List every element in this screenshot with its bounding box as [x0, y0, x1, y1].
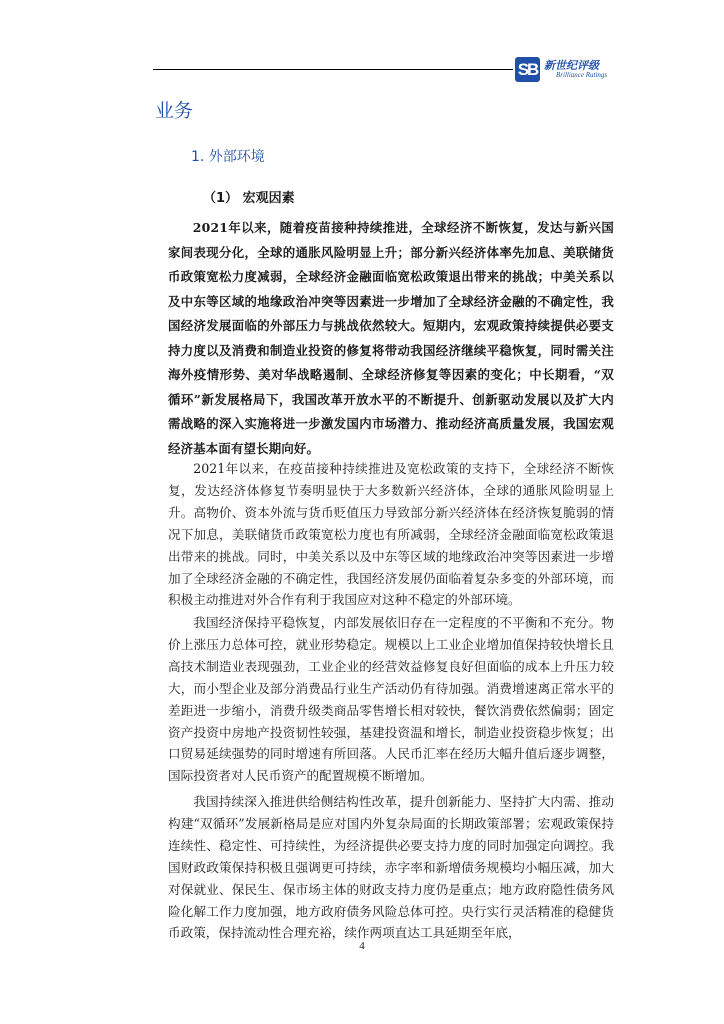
brilliance-ratings-logo — [515, 57, 615, 83]
header-rule — [153, 69, 513, 70]
subsection-title: 1. 外部环境 — [191, 149, 265, 165]
section-title: 业务 — [155, 100, 194, 122]
subsubsection-title: （1） 宏观因素 — [203, 191, 295, 206]
body-paragraph-2: 我国经济保持平稳恢复，内部发展依旧存在一定程度的不平衡和不充分。物价上涨压力总体可控，就业形势稳定。规模以上工业企业增加值保持较快增长且高技术制造业表现强劲，工业企业的经营效益修复良好但面临的成本上升压力较大，而小型企业及部分消费品行业生产活动仍有待加强。消费增速离正常水平的差距进一步缩小，消费升级类商品零售增长相对较快，餐饮消费依然偏弱；固定资产投资中房地产投资韧性较强，基建投资温和增长，制造业投资稳步恢复；出口贸易延续强势的同时增速有所回落。人民币汇率在经历大幅升值后逐步调整，国际投资者对人民币资产的配置规模不断增加。 — [168, 615, 614, 784]
body-paragraph-3: 我国持续深入推进供给侧结构性改革，提升创新能力、坚持扩大内需、推动构建“双循环”发展新格局是应对国内外复杂局面的长期政策部署；宏观政策保持连续性、稳定性、可持续性，为经济提供必要支持力度的同时加强定向调控。我国财政政策保持积极且强调更可持续，赤字率和新增债务规模均小幅压减，加大对保就业、保民生、保市场主体的财政支持力度仍是重点；地方政府隐性债务风险化解工作力度加强，地方政府债务风险总体可控。央行实行灵活精准的稳健货币政策，保持流动性合理充裕，续作两项直达工具延期至年底， — [168, 794, 614, 941]
logo-mark-icon: SB — [515, 57, 540, 82]
body-paragraph-1: 2021年以来，在疫苗接种持续推进及宽松政策的支持下，全球经济不断恢复，发达经济体修复节奏明显快于大多数新兴经济体，全球的通胀风险明显上升。高物价、资本外流与货币贬值压力导致部分新兴经济体在经济恢复脆弱的情况下加息，美联储货币政策宽松力度也有所减弱，全球经济金融面临宽松政策退出带来的挑战。同时，中美关系以及中东等区域的地缘政治冲突等因素进一步增加了全球经济金融的不确定性，我国经济发展仍面临着复杂多变的外部环境，而积极主动推进对外合作有利于我国应对这种不稳定的外部环境。 — [168, 461, 614, 608]
logo-english-name: Brilliance Ratings — [556, 71, 608, 79]
page-number: 4 — [359, 940, 365, 952]
logo-chinese-name: 新世纪评级 — [544, 59, 599, 72]
summary-paragraph: 2021年以来，随着疫苗接种持续推进，全球经济不断恢复，发达与新兴国家间表现分化，全球的通胀风险明显上升；部分新兴经济体率先加息、美联储货币政策宽松力度减弱，全球经济金融面临宽松政策退出带来的挑战；中美关系以及中东等区域的地缘政治冲突等因素进一步增加了全球经济金融的不确定性，我国经济发展面临的外部压力与挑战依然较大。短期内，宏观政策持续提供必要支持力度以及消费和制造业投资的修复将带动我国经济继续平稳恢复，同时需关注海外疫情形势、美对华战略遏制、全球经济修复等因素的变化；中长期看，“双循环”新发展格局下，我国改革开放水平的不断提升、创新驱动发展以及扩大内需战略的深入实施将进一步激发国内市场潜力、推动经济高质量发展，我国宏观经济基本面有望长期向好。 — [168, 220, 614, 456]
